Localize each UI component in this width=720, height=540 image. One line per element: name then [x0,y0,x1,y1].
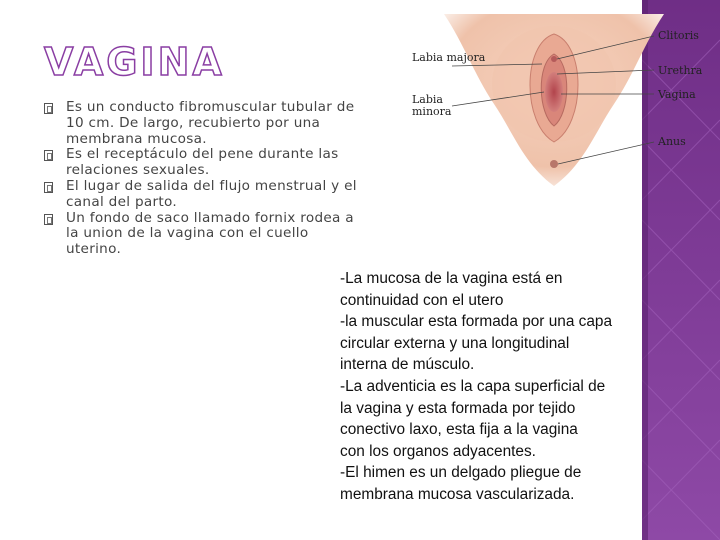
description-line: continuidad con el utero [340,291,504,309]
list-item [44,100,362,147]
label-labia-majora: Labia majora [412,51,486,64]
description-line: interna de músculo. [340,356,475,374]
label-anus: Anus [658,135,686,148]
description-line: -La mucosa de la vagina está en [340,270,563,287]
list-item-text: Es el receptáculo del pene durante las relaciones sexuales. [66,146,339,179]
page-title: VAGINA [44,40,225,84]
list-item [44,179,362,211]
list-item-text: Un fondo de saco llamado fornix rodea a la union de la vagina con el cuello uterino. [66,209,354,258]
label-vagina: Vagina [658,88,696,101]
description-line: conectivo laxo, esta fija a la vagina [340,421,578,439]
list-item [44,147,362,179]
description-line: con los organos adyacentes. [340,442,536,460]
description-line: -La adventicia es la capa superficial de [340,377,606,395]
description-block [340,268,640,506]
description-line: membrana mucosa vascularizada. [340,485,575,503]
label-clitoris: Clitoris [658,29,699,42]
bullet-list [44,100,362,258]
description-line: -El himen es un delgado pliegue de [340,464,582,482]
list-item-text: El lugar de salida del flujo menstrual y el canal del parto. [66,177,357,210]
list-item-text: Es un conducto fibromuscular tubular de 10 cm. De largo, recubierto por una membrana mucosa. [66,99,355,147]
label-urethra: Urethra [658,64,703,77]
description-line: circular externa y una longitudinal [340,334,570,352]
description-line: -la muscular esta formada por una capa [340,313,613,331]
anatomy-figure [404,14,704,204]
bullet-icon [44,182,53,193]
list-item [44,211,362,258]
bullet-icon [44,214,53,225]
bullet-icon [44,150,53,161]
description-line: la vagina y esta formada por tejido [340,399,576,417]
label-labia-minora: Labia minora [412,93,452,118]
bullet-icon [44,103,53,114]
